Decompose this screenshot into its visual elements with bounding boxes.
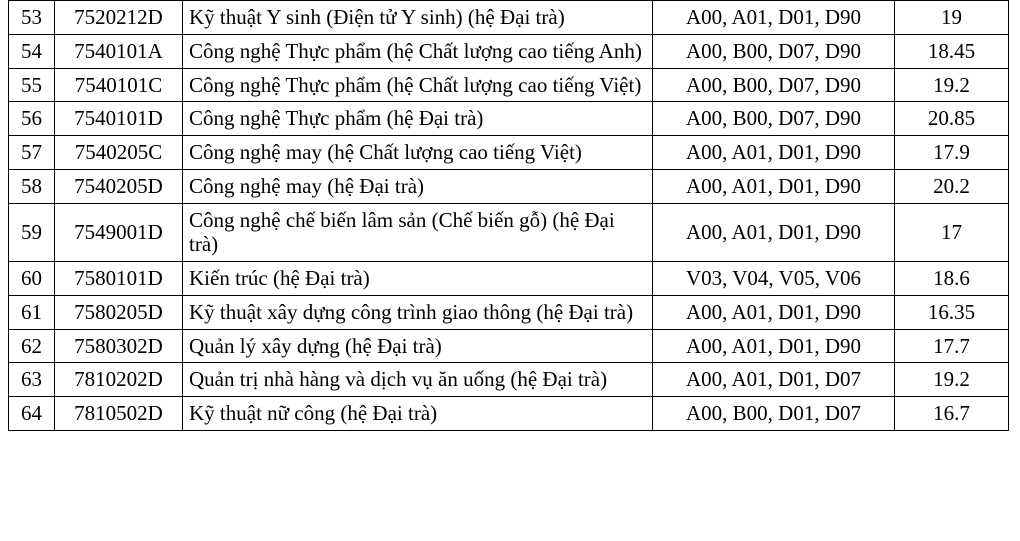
cell-subject-blocks: A00, A01, D01, D90 bbox=[653, 295, 895, 329]
cell-benchmark-score: 16.7 bbox=[895, 397, 1009, 431]
table-row bbox=[9, 34, 1009, 68]
cell-major-code: 7810502D bbox=[55, 397, 183, 431]
cell-major-name: Quản lý xây dựng (hệ Đại trà) bbox=[183, 329, 653, 363]
cell-major-code: 7540205C bbox=[55, 136, 183, 170]
cell-benchmark-score: 19.2 bbox=[895, 363, 1009, 397]
table-row bbox=[9, 1, 1009, 35]
cell-stt: 55 bbox=[9, 68, 55, 102]
cell-major-code: 7810202D bbox=[55, 363, 183, 397]
cell-subject-blocks: A00, A01, D01, D90 bbox=[653, 329, 895, 363]
cell-major-name: Công nghệ Thực phẩm (hệ Chất lượng cao tiếng Việt) bbox=[183, 68, 653, 102]
cell-major-name: Kỹ thuật Y sinh (Điện tử Y sinh) (hệ Đại trà) bbox=[183, 1, 653, 35]
cell-subject-blocks: A00, A01, D01, D90 bbox=[653, 136, 895, 170]
cell-subject-blocks: A00, A01, D01, D90 bbox=[653, 203, 895, 262]
cell-major-name: Kỹ thuật nữ công (hệ Đại trà) bbox=[183, 397, 653, 431]
table-row bbox=[9, 363, 1009, 397]
cell-stt: 63 bbox=[9, 363, 55, 397]
cell-subject-blocks: A00, B00, D01, D07 bbox=[653, 397, 895, 431]
cell-subject-blocks: A00, B00, D07, D90 bbox=[653, 102, 895, 136]
cell-benchmark-score: 18.6 bbox=[895, 262, 1009, 296]
cell-stt: 53 bbox=[9, 1, 55, 35]
cell-benchmark-score: 16.35 bbox=[895, 295, 1009, 329]
cell-major-name: Kiến trúc (hệ Đại trà) bbox=[183, 262, 653, 296]
cell-stt: 56 bbox=[9, 102, 55, 136]
cell-benchmark-score: 18.45 bbox=[895, 34, 1009, 68]
cell-stt: 54 bbox=[9, 34, 55, 68]
table-row bbox=[9, 262, 1009, 296]
table-body bbox=[9, 1, 1009, 431]
cell-major-code: 7540101D bbox=[55, 102, 183, 136]
cell-major-name: Quản trị nhà hàng và dịch vụ ăn uống (hệ Đại trà) bbox=[183, 363, 653, 397]
cell-major-name: Công nghệ may (hệ Đại trà) bbox=[183, 169, 653, 203]
table-row bbox=[9, 169, 1009, 203]
cell-major-name: Kỹ thuật xây dựng công trình giao thông (hệ Đại trà) bbox=[183, 295, 653, 329]
table-row bbox=[9, 295, 1009, 329]
cell-subject-blocks: A00, B00, D07, D90 bbox=[653, 68, 895, 102]
cell-major-name: Công nghệ may (hệ Chất lượng cao tiếng Việt) bbox=[183, 136, 653, 170]
cell-subject-blocks: A00, B00, D07, D90 bbox=[653, 34, 895, 68]
table-row bbox=[9, 68, 1009, 102]
cell-major-code: 7580205D bbox=[55, 295, 183, 329]
table-row bbox=[9, 102, 1009, 136]
cell-subject-blocks: A00, A01, D01, D07 bbox=[653, 363, 895, 397]
cell-benchmark-score: 17 bbox=[895, 203, 1009, 262]
cell-major-code: 7520212D bbox=[55, 1, 183, 35]
cell-subject-blocks: A00, A01, D01, D90 bbox=[653, 1, 895, 35]
cell-stt: 64 bbox=[9, 397, 55, 431]
table-row bbox=[9, 397, 1009, 431]
admission-score-table bbox=[8, 0, 1009, 431]
cell-major-code: 7540205D bbox=[55, 169, 183, 203]
cell-stt: 61 bbox=[9, 295, 55, 329]
cell-major-code: 7540101C bbox=[55, 68, 183, 102]
cell-benchmark-score: 17.7 bbox=[895, 329, 1009, 363]
cell-major-name: Công nghệ Thực phẩm (hệ Đại trà) bbox=[183, 102, 653, 136]
cell-stt: 59 bbox=[9, 203, 55, 262]
cell-stt: 60 bbox=[9, 262, 55, 296]
cell-stt: 57 bbox=[9, 136, 55, 170]
cell-major-code: 7549001D bbox=[55, 203, 183, 262]
cell-major-code: 7540101A bbox=[55, 34, 183, 68]
cell-benchmark-score: 19 bbox=[895, 1, 1009, 35]
cell-stt: 58 bbox=[9, 169, 55, 203]
cell-major-name: Công nghệ chế biến lâm sản (Chế biến gỗ) (hệ Đại trà) bbox=[183, 203, 653, 262]
cell-benchmark-score: 19.2 bbox=[895, 68, 1009, 102]
cell-major-name: Công nghệ Thực phẩm (hệ Chất lượng cao tiếng Anh) bbox=[183, 34, 653, 68]
cell-major-code: 7580101D bbox=[55, 262, 183, 296]
cell-stt: 62 bbox=[9, 329, 55, 363]
cell-subject-blocks: V03, V04, V05, V06 bbox=[653, 262, 895, 296]
table-row bbox=[9, 136, 1009, 170]
cell-benchmark-score: 20.85 bbox=[895, 102, 1009, 136]
cell-benchmark-score: 17.9 bbox=[895, 136, 1009, 170]
cell-major-code: 7580302D bbox=[55, 329, 183, 363]
table-row bbox=[9, 329, 1009, 363]
table-row bbox=[9, 203, 1009, 262]
cell-subject-blocks: A00, A01, D01, D90 bbox=[653, 169, 895, 203]
cell-benchmark-score: 20.2 bbox=[895, 169, 1009, 203]
